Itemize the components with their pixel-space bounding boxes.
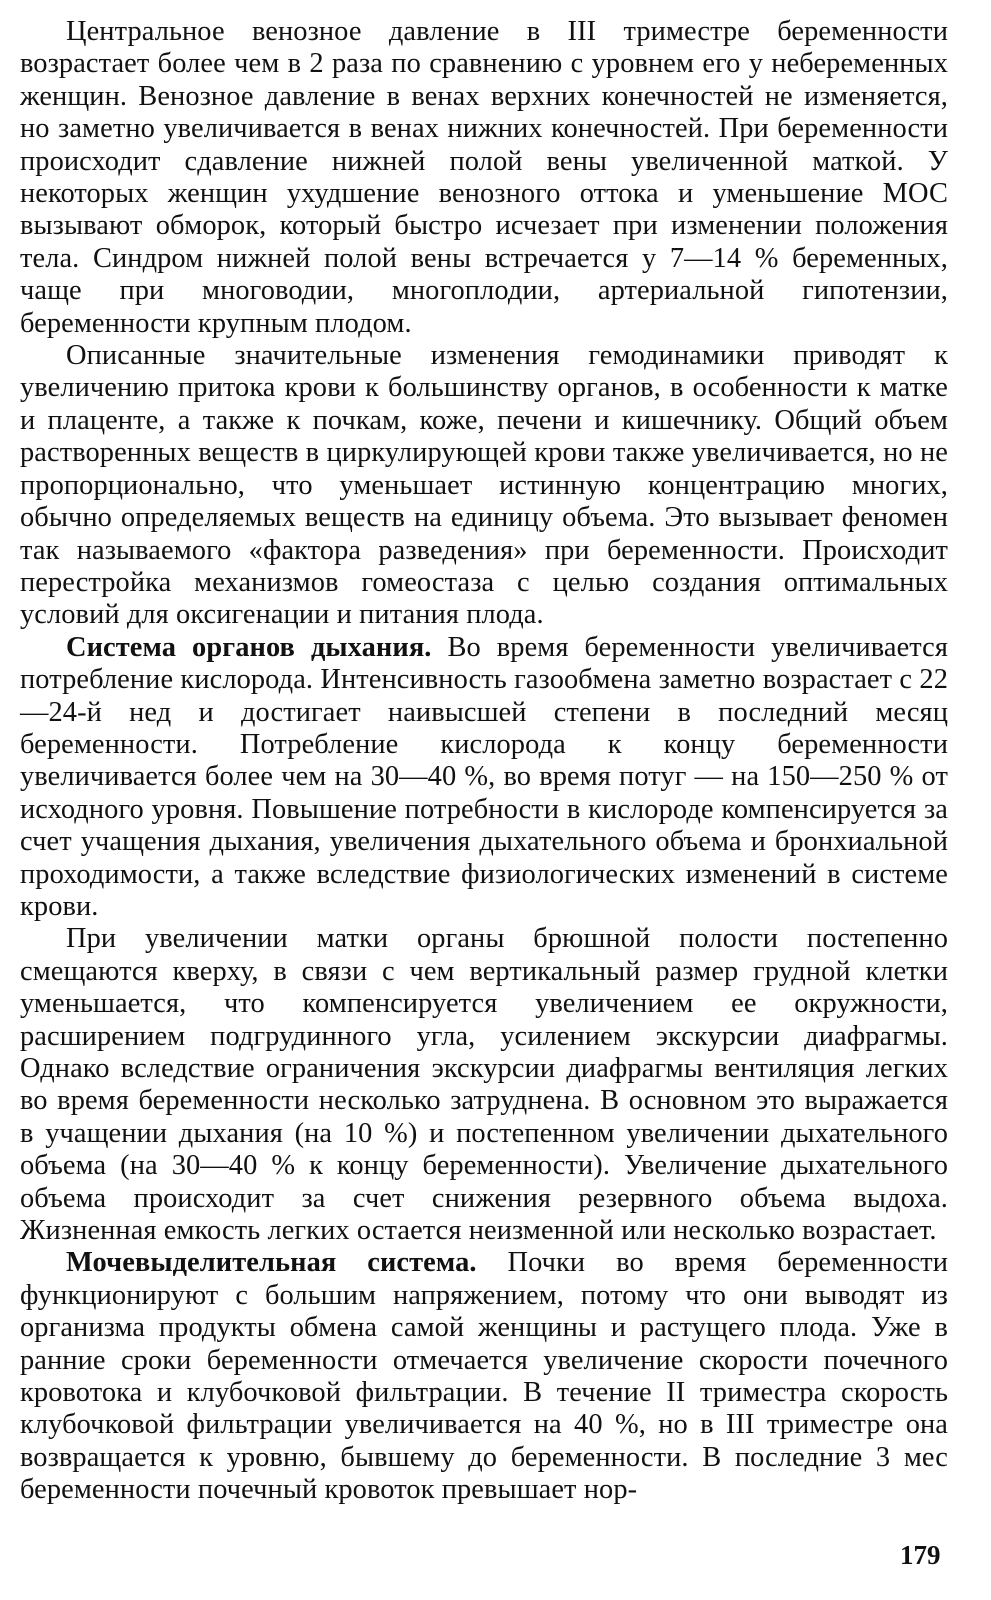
paragraph-venous-pressure xyxy=(20,16,948,340)
paragraph-urinary-system xyxy=(20,1247,948,1506)
paragraph-text: При увеличении матки органы брюшной полости постепенно смещаются кверху, в связи с чем вертикальный размер грудной клетки уменьшается, что компенсируется увеличением ее окружности, расширением подгрудинного угла, усилением экскурсии диафрагмы. Однако вследствие ограничения экскурсии диафрагмы вентиляция легких во время беременности несколько затруднена. В основном это выражается в учащении дыхания (на 10 %) и постепенном увеличении дыхательного объема (на 30—40 % к концу беременности). Увеличение дыхательного объема происходит за счет снижения резервного объема выдоха. Жизненная емкость легких остается неизменной или несколько возрастает. xyxy=(20,923,948,1247)
paragraph-text: Почки во время беременности функционируют с большим напряжением, потому что они выводят из организма продукты обмена самой женщины и растущего плода. Уже в ранние сроки беременности отмечается увеличение скорости почечного кровотока и клубочковой фильтрации. В течение II триместра скорость клубочковой фильтрации увеличивается на 40 %, но в III триместре она возвращается к уровню, бывшему до беременности. В последние 3 мес беременности почечный кровоток превышает нор- xyxy=(20,1247,948,1506)
paragraph-diaphragm xyxy=(20,923,948,1247)
section-heading: Мочевыделительная система. xyxy=(66,1247,477,1279)
body-text xyxy=(20,16,948,1507)
paragraph-hemodynamics xyxy=(20,340,948,632)
paragraph-text: Во время беременности увеличивается потребление кислорода. Интенсивность газообмена заметно возрастает с 22—24-й нед и достигает наивысшей степени в последний месяц беременности. Потребление кислорода к концу беременности увеличивается более чем на 30—40 %, во время потуг — на 150—250 % от исходного уровня. Повышение потребности в кислороде компенсируется за счет учащения дыхания, увеличения дыхательного объема и бронхиальной проходимости, а также вследствие физиологических изменений в системе крови. xyxy=(20,631,948,922)
paragraph-text: Центральное венозное давление в III триместре беременности возрастает более чем в 2 раза по сравнению с уровнем его у небеременных женщин. Венозное давление в венах верхних конечностей не изменяется, но заметно увеличивается в венах нижних конечностей. При беременности происходит сдавление нижней полой вены увеличенной маткой. У некоторых женщин ухудшение венозного оттока и уменьшение МОС вызывают обморок, который быстро исчезает при изменении положения тела. Синдром нижней полой вены встречается у 7—14 % беременных, чаще при многоводии, многоплодии, артериальной гипотензии, беременности крупным плодом. xyxy=(20,16,948,339)
section-heading: Система органов дыхания. xyxy=(66,631,432,663)
page-number: 179 xyxy=(900,1540,941,1570)
paragraph-text: Описанные значительные изменения гемодинамики приводят к увеличению притока крови к большинству органов, в особенности к матке и плаценте, а также к почкам, коже, печени и кишечнику. Общий объем растворенных веществ в циркулирующей крови также увеличивается, но не пропорционально, что уменьшает истинную концентрацию многих, обычно определяемых веществ на единицу объема. Это вызывает феномен так называемого «фактора разведения» при беременности. Происходит перестройка механизмов гомеостаза с целью создания оптимальных условий для оксигенации и питания плода. xyxy=(20,340,948,631)
paragraph-respiratory-system xyxy=(20,632,948,924)
